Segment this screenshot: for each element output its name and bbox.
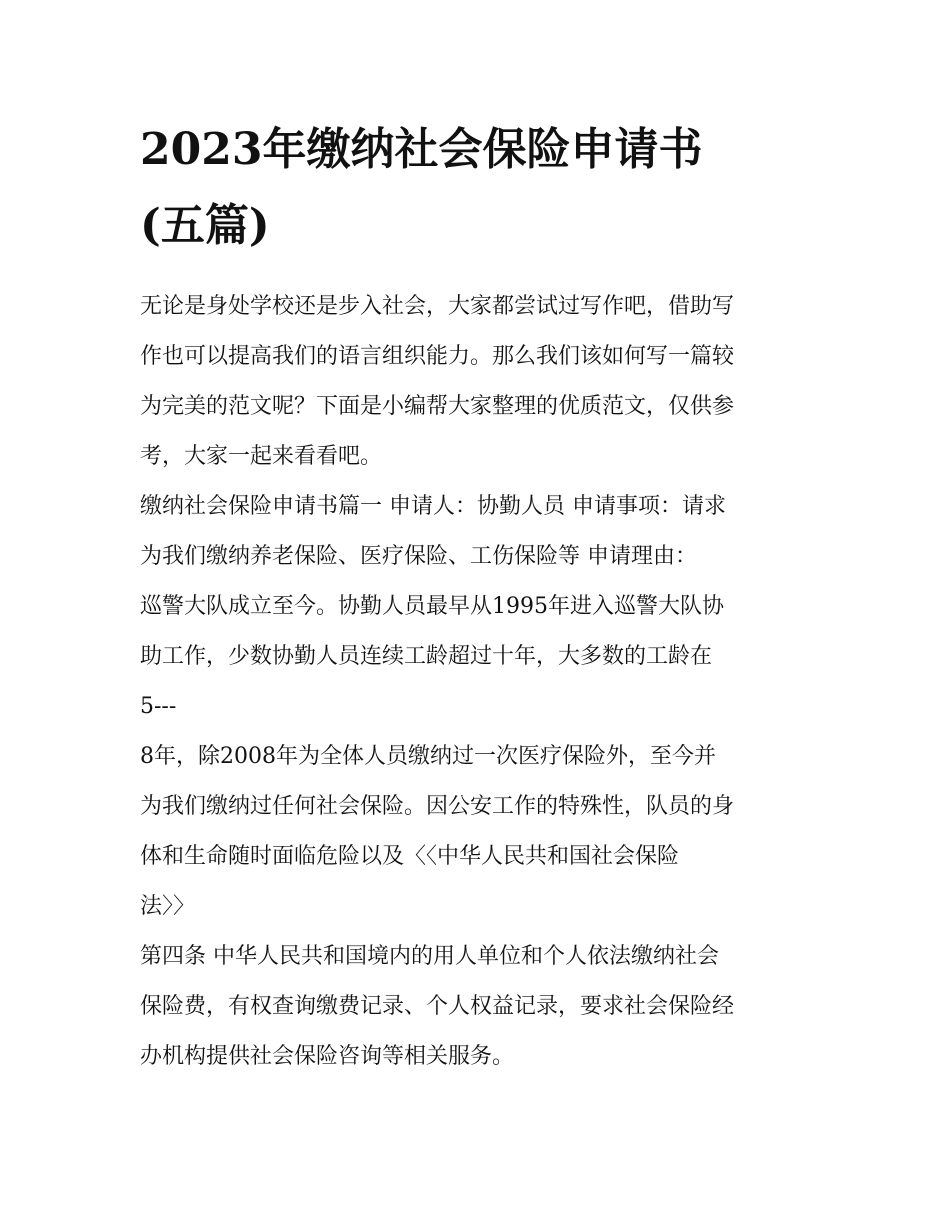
text-line: 为我们缴纳养老保险、医疗保险、工伤保险等 申请理由： — [140, 544, 697, 569]
text-line: 为完美的范文呢？下面是小编帮大家整理的优质范文，仅供参 — [140, 394, 735, 419]
document-page — [140, 112, 820, 1082]
title-line: (五篇) — [140, 200, 270, 251]
text-line: 助工作，少数协勤人员连续工龄超过十年，大多数的工龄在 — [140, 644, 713, 669]
text-line: 为我们缴纳过任何社会保险。因公安工作的特殊性，队员的身 — [140, 794, 735, 819]
text-line: 无论是身处学校还是步入社会，大家都尝试过写作吧，借助写 — [140, 294, 735, 319]
text-line: 作也可以提高我们的语言组织能力。那么我们该如何写一篇较 — [140, 344, 735, 369]
text-line: 法〉〉 — [140, 894, 196, 919]
document-title — [140, 112, 780, 264]
text-line: 第四条 中华人民共和国境内的用人单位和个人依法缴纳社会 — [140, 944, 719, 969]
text-line: 缴纳社会保险申请书篇一 申请人：协勤人员 申请事项：请求 — [140, 494, 726, 519]
text-line: 体和生命随时面临危险以及〈〈中华人民共和国社会保险 — [140, 844, 680, 869]
text-line: 巡警大队成立至今。协勤人员最早从1995年进入巡警大队协 — [140, 594, 724, 619]
text-line: 8年，除2008年为全体人员缴纳过一次医疗保险外，至今并 — [140, 744, 716, 769]
document-body — [140, 282, 820, 1082]
text-line: 保险费，有权查询缴费记录、个人权益记录，要求社会保险经 — [140, 994, 735, 1019]
title-line: 2023年缴纳社会保险申请书 — [140, 124, 703, 175]
text-line: 办机构提供社会保险咨询等相关服务。 — [140, 1044, 515, 1069]
text-line: 5--- — [140, 694, 177, 719]
text-line: 考，大家一起来看看吧。 — [140, 444, 383, 469]
